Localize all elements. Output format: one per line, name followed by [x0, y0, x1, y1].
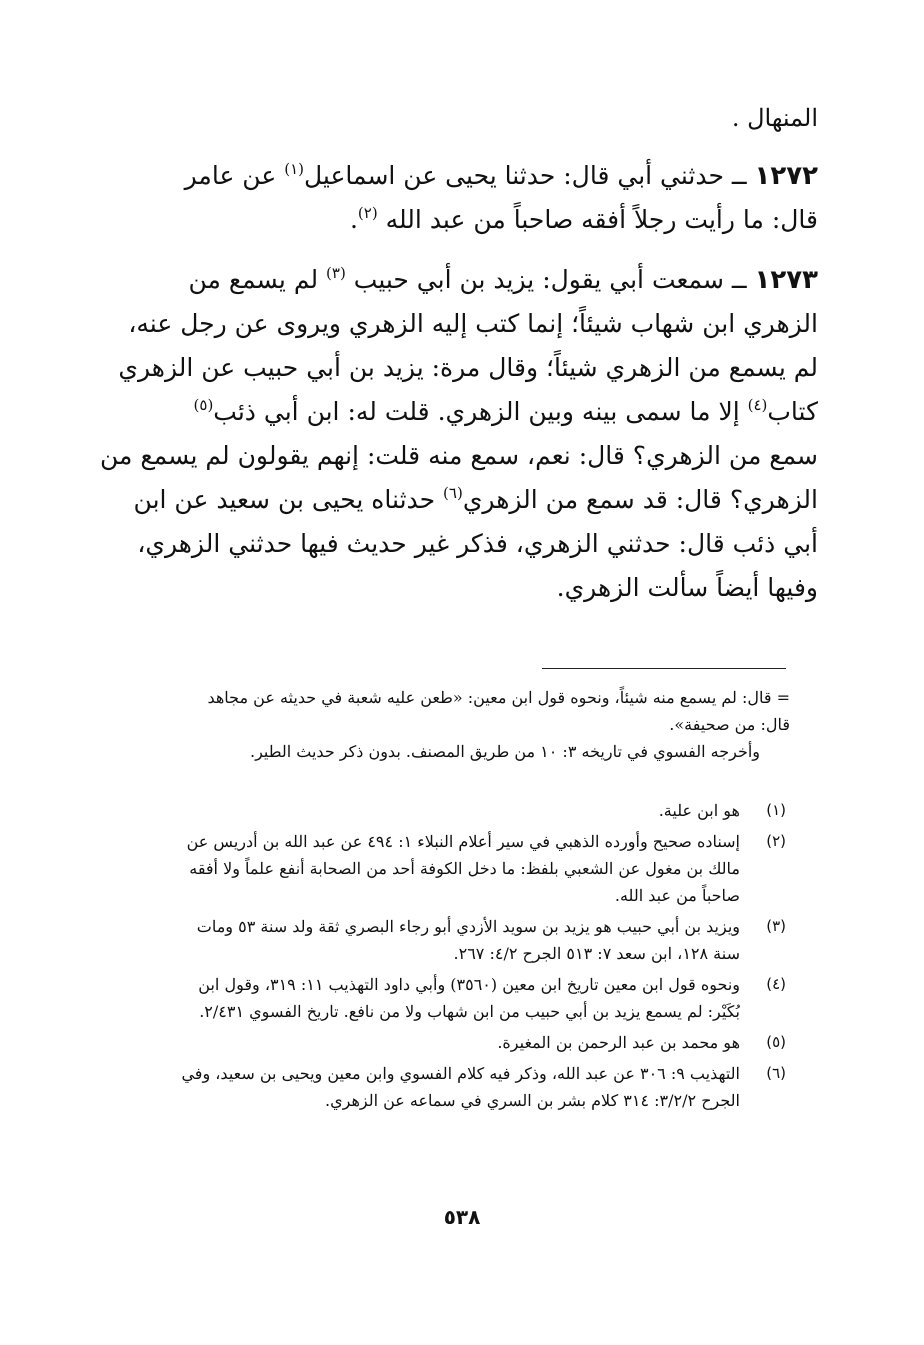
footnote-ref: (٢)	[357, 204, 378, 222]
footnote-line: ويزيد بن أبي حبيب هو يزيد بن سويد الأزدي أبو رجاء البصري ثقة ولد سنة ٥٣ ومات	[196, 917, 740, 936]
footnote-1	[100, 797, 790, 824]
footnote-number: (٣)	[766, 917, 786, 935]
intro-line	[100, 96, 818, 140]
hadith-text: عن عامر	[184, 161, 285, 190]
hadith-text: قال: ما رأيت رجلاً أفقه صاحباً من عبد الله	[385, 205, 818, 234]
hadith-1273-line-2: الزهري ابن شهاب شيئاً؛ إنما كتب إليه الزهري ويروى عن رجل عنه،	[128, 309, 818, 338]
hadith-text: ــ سمعت أبي يقول: يزيد بن أبي حبيب	[353, 265, 747, 294]
hadith-text: لم يسمع من	[188, 265, 327, 294]
footnote-number: (٤)	[766, 975, 786, 993]
footnote-line: صاحباً من عبد الله.	[614, 886, 740, 905]
footnote-line: إسناده صحيح وأورده الذهبي في سير أعلام النبلاء ١: ٤٩٤ عن عبد الله بن أدريس عن	[186, 832, 740, 851]
hadith-text: ــ حدثني أبي قال: حدثنا يحيى عن اسماعيل	[303, 161, 747, 190]
hadith-number: ١٢٧٢	[754, 161, 818, 191]
footnotes-list	[100, 797, 790, 1118]
footnote-divider	[542, 668, 786, 669]
hadith-1272-line-1	[100, 154, 818, 198]
hadith-text: كتاب	[767, 397, 818, 426]
footnote-line: ونحوه قول ابن معين تاريخ ابن معين (٣٥٦٠) وأبي داود التهذيب ١١: ٣١٩، وقول ابن	[198, 975, 740, 994]
footnote-4	[100, 971, 790, 1025]
hadith-1273-line-7: أبي ذئب قال: حدثني الزهري، فذكر غير حديث فيها حدثني الزهري،	[137, 529, 818, 558]
footnote-ref: (٥)	[193, 396, 214, 414]
footnote-2	[100, 828, 790, 909]
footnote-line: هو محمد بن عبد الرحمن بن المغيرة.	[497, 1033, 740, 1052]
footnote-line: مالك بن مغول عن الشعبي بلفظ: ما دخل الكوفة أحد من الصحابة أنفع علماً ولا أفقه	[189, 859, 740, 878]
hadith-1273-line-5: سمع من الزهري؟ قال: نعم، سمع منه قلت: إنهم يقولون لم يسمع من	[100, 441, 818, 470]
footnote-5	[100, 1029, 790, 1056]
footnote-number: (٦)	[766, 1064, 786, 1082]
footnote-6	[100, 1060, 790, 1114]
carryover-line: قال: من صحيفة».	[669, 715, 790, 734]
footnote-number: (٢)	[766, 832, 786, 850]
footnote-line: سنة ١٢٨، ابن سعد ٧: ٥١٣ الجرح ٤/٢: ٢٦٧.	[453, 944, 740, 963]
hadith-1272	[100, 154, 818, 242]
hadith-1272-line-2	[100, 198, 818, 242]
footnote-number: (٥)	[766, 1033, 786, 1051]
carryover-note	[100, 684, 790, 765]
hadith-text: الزهري؟ قال: قد سمع من الزهري	[462, 485, 818, 514]
footnote-line: بُكَيْر: لم يسمع يزيد بن أبي حبيب من ابن شهاب ولا من نافع. تاريخ الفسوي ٢/٤٣١.	[199, 1002, 740, 1021]
hadith-1273	[100, 258, 818, 610]
footnote-line: هو ابن علية.	[658, 801, 740, 820]
hadith-text: .	[349, 205, 358, 234]
footnote-ref: (٦)	[443, 484, 463, 502]
hadith-1273-line-6	[100, 478, 818, 522]
hadith-text: حدثناه يحيى بن سعيد عن ابن	[133, 485, 444, 514]
footnote-line: الجرح ٣/٢/٢: ٣١٤ كلام بشر بن السري في سماعه عن الزهري.	[325, 1091, 740, 1110]
footnote-line: التهذيب ٩: ٣٠٦ عن عبد الله، وذكر فيه كلام الفسوي وابن معين ويحيى بن سعيد، وفي	[181, 1064, 740, 1083]
hadith-1273-line-8: وفيها أيضاً سألت الزهري.	[556, 573, 818, 602]
hadith-number: ١٢٧٣	[754, 265, 818, 295]
footnote-3	[100, 913, 790, 967]
carryover-line: وأخرجه الفسوي في تاريخه ٣: ١٠ من طريق المصنف. بدون ذكر حديث الطير.	[249, 742, 760, 761]
footnote-ref: (٣)	[326, 264, 346, 282]
carryover-line: = قال: لم يسمع منه شيئاً، ونحوه قول ابن معين: «طعن عليه شعبة في حديثه عن مجاهد	[207, 688, 790, 707]
hadith-text: إلا ما سمى بينه وبين الزهري. قلت له: ابن أبي ذئب	[213, 397, 748, 426]
intro-text: المنهال .	[731, 104, 818, 132]
hadith-1273-line-3: لم يسمع من الزهري شيئاً؛ وقال مرة: يزيد بن أبي حبيب عن الزهري	[118, 353, 818, 382]
footnote-ref: (١)	[284, 160, 304, 178]
hadith-1273-line-1	[100, 258, 818, 302]
footnote-ref: (٤)	[747, 396, 768, 414]
page-number: ٥٣٨	[443, 1205, 481, 1229]
hadith-1273-line-4	[100, 390, 818, 434]
footnote-number: (١)	[766, 801, 786, 819]
